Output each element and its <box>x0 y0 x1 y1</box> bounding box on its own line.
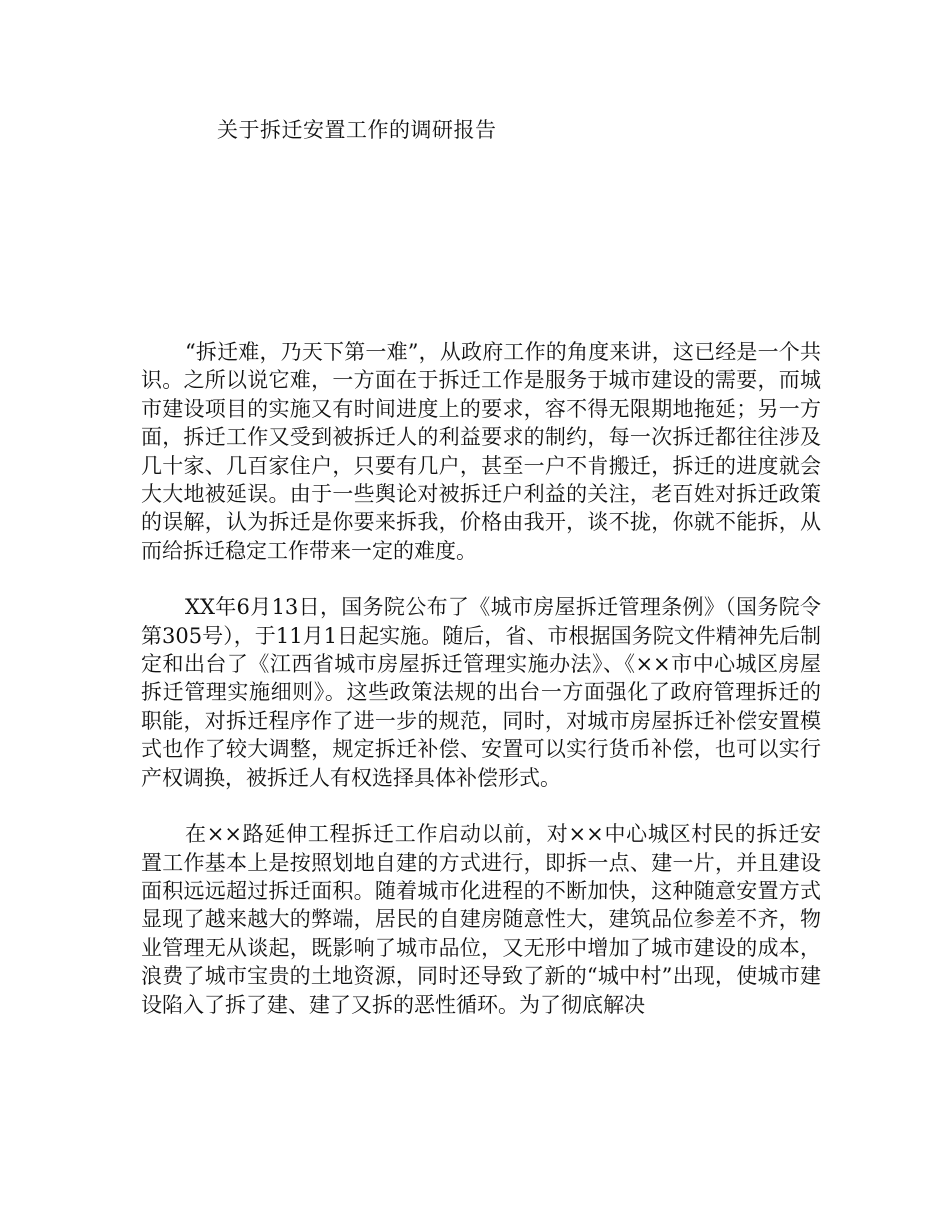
document-body <box>141 338 821 1019</box>
paragraph-1: “拆迁难，乃天下第一难”，从政府工作的角度来讲，这已经是一个共识。之所以说它难，一方面在于拆迁工作是服务于城市建设的需要，而城市建设项目的实施又有时间进度上的要求，容不得无限期地拖延；另一方面，拆迁工作又受到被拆迁人的利益要求的制约，每一次拆迁都往往涉及几十家、几百家住户，只要有几户，甚至一户不肯搬迁，拆迁的进度就会大大地被延误。由于一些舆论对被拆迁户利益的关注，老百姓对拆迁政策的误解，认为拆迁是你要来拆我，价格由我开，谈不拢，你就不能拆，从而给拆迁稳定工作带来一定的难度。 <box>141 340 821 563</box>
document-title: 关于拆迁安置工作的调研报告 <box>217 118 497 142</box>
paragraph-2: XX年6月13日，国务院公布了《城市房屋拆迁管理条例》（国务院令第305号），于11月1日起实施。随后，省、市根据国务院文件精神先后制定和出台了《江西省城市房屋拆迁管理实施办法》、《××市中心城区房屋拆迁管理实施细则》。这些政策法规的出台一方面强化了政府管理拆迁的职能，对拆迁程序作了进一步的规范，同时，对城市房屋拆迁补偿安置模式也作了较大调整，规定拆迁补偿、安置可以实行货币补偿，也可以实行产权调换，被拆迁人有权选择具体补偿形式。 <box>141 595 821 790</box>
paragraph-3: 在××路延伸工程拆迁工作启动以前，对××中心城区村民的拆迁安置工作基本上是按照划地自建的方式进行，即拆一点、建一片，并且建设面积远远超过拆迁面积。随着城市化进程的不断加快，这种随意安置方式显现了越来越大的弊端，居民的自建房随意性大，建筑品位参差不齐，物业管理无从谈起，既影响了城市品位，又无形中增加了城市建设的成本，浪费了城市宝贵的土地资源，同时还导致了新的“城中村”出现，使城市建设陷入了拆了建、建了又拆的恶性循环。为了彻底解决 <box>141 822 821 1017</box>
